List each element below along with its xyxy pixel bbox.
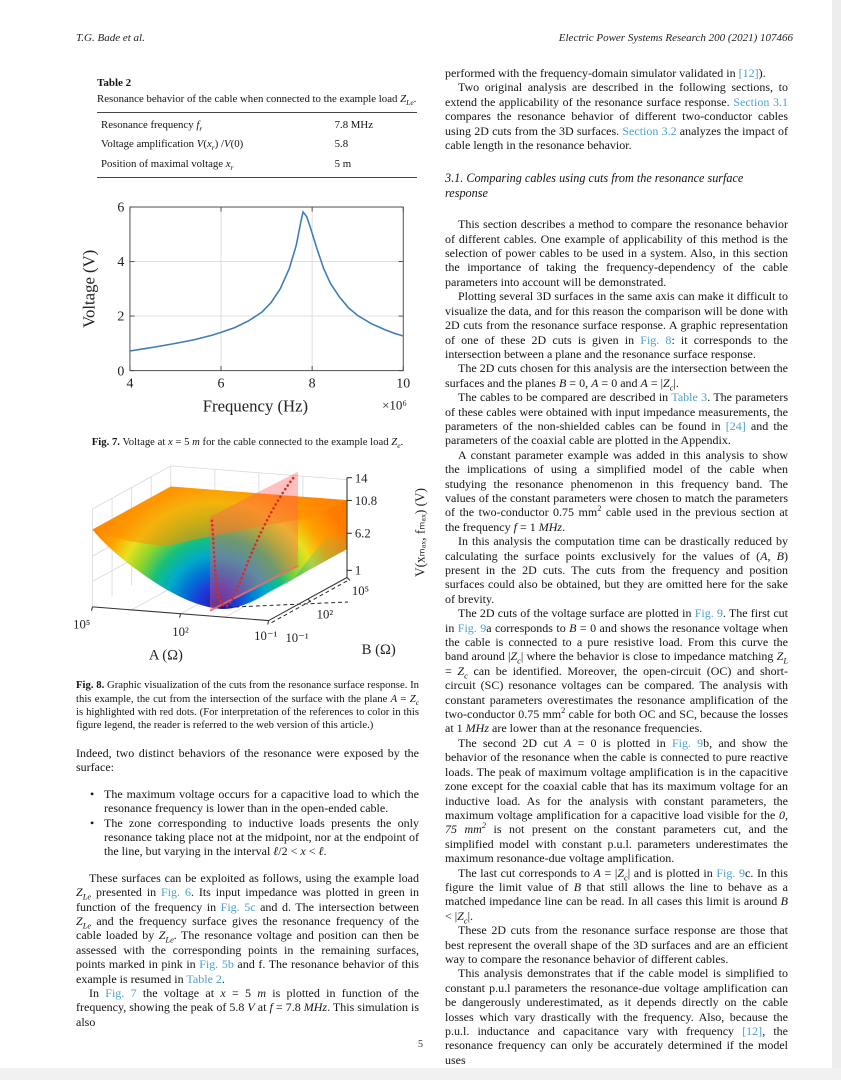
row-value: 5 m	[334, 157, 352, 170]
page-edge-bottom	[0, 1068, 841, 1080]
citation-link[interactable]: Fig. 5b	[199, 957, 234, 972]
citation-link[interactable]: Table 2	[186, 971, 222, 986]
paragraph: Plotting several 3D surfaces in the same axis can make it difficult to visualize the data, and for this reason the comparison will be done with 2D cuts from the resonance surface response. A graphic representation of one of these 2D cuts is given in Fig. 8: it corresponds to the intersection between a plane and the resonance surface response.	[445, 289, 788, 361]
paragraph: In Fig. 7 the voltage at x = 5 m is plotted in function of the frequency, showing the peak of 5.8 V at f = 7.8 MHz. This simulation is also	[76, 985, 419, 1029]
figure-7	[76, 194, 419, 449]
citation-link[interactable]: [24]	[725, 418, 746, 433]
running-header	[76, 32, 793, 44]
table2-label: Table 2	[97, 77, 132, 89]
right-column	[445, 66, 788, 1067]
paragraph: The 2D cuts of the voltage surface are plotted in Fig. 9. The first cut in Fig. 9a corresponds to B = 0 and shows the resonance voltage when the cable is connected to a pure resistive load. From this curve the band around $|Z_c|$ where the behavior is close to impedance matching $Z_L = Z_c$ can be identified. Moreover, the open-circuit (OC) and short-circuit (SC) resonance voltages can be compared. The analysis with constant parameters overestimates the resonance amplification of the two-conductor 0.75 $mm^2$ cable for both OC and SC, because the losses at 1 MHz are lower than at the resonance frequencies.	[445, 606, 788, 736]
y-tick-label: 0	[117, 364, 125, 380]
table-row	[97, 113, 417, 135]
figure-8	[68, 462, 428, 733]
x-tick-label: 4	[126, 376, 134, 392]
x-tick-label: 6	[217, 376, 225, 392]
paragraph: These 2D cuts from the resonance surface response are those that best represent the overall shape of the 3D surfaces and are an efficient way to compare the resonance behavior of different cables.	[445, 923, 788, 966]
row-label: Voltage amplification $V(x_r)$ /V(0)	[101, 138, 244, 153]
x-axis-multiplier: ×10⁶	[382, 397, 407, 413]
page-edge-right	[832, 0, 841, 1080]
paragraph: The last cut corresponds to $A = |Z_c|$ and is plotted in Fig. 9c. In this figure the limit value of B that still allows the line to behave as a matched impedance line can be read. In all cases this limit is around $B < |Z_c|$.	[445, 865, 788, 926]
x-axis-label: Frequency (Hz)	[202, 396, 309, 416]
y-axis-label: Voltage (V)	[79, 249, 99, 329]
a-tick-label: 10⁵	[73, 617, 91, 632]
table-row	[97, 135, 417, 154]
citation-link[interactable]: Fig. 6	[161, 885, 191, 900]
voltage-curve	[130, 212, 403, 351]
row-value: 7.8 MHz	[334, 119, 373, 131]
z-tick-label: 10.8	[354, 494, 378, 509]
z-tick-label: 6.2	[354, 526, 371, 541]
paragraph: The cables to be compared are described in Table 3. The parameters of these cables were obtained with input impedance measurements, the parameters of the non-shielded cables can be found in [24] and the parameters of the coaxial cable are plotted in the Appendix.	[445, 390, 789, 448]
paragraph: Indeed, two distinct behaviors of the resonance were exposed by the surface:	[76, 745, 419, 775]
b-axis-label: B (Ω)	[361, 642, 396, 659]
row-value: 5.8	[334, 138, 349, 151]
citation-link[interactable]: Section 3.1	[733, 94, 789, 109]
paragraph: Two original analysis are described in the following sections, to extend the applicability of the resonance surface response. Section 3.1 compares the resonance behavior of different two-conductor cables using 2D cuts from the 3D surfaces. Section 3.2 analyzes the impact of cable length in the resonance behavior.	[445, 80, 789, 153]
header-journal: Electric Power Systems Research 200 (2021) 107466	[558, 32, 793, 44]
z-tick-label: 14	[354, 471, 368, 486]
b-tick-label: 10⁻¹	[285, 631, 309, 646]
citation-link[interactable]: Fig. 9	[671, 735, 704, 750]
section-heading-3-1: 3.1. Comparing cables using cuts from the resonance surface response	[445, 171, 744, 200]
y-ticks	[130, 207, 403, 371]
bullet-list	[80, 787, 419, 859]
paragraph: These surfaces can be exploited as follows, using the example load $Z_{Le}$ presented in Fig. 6. Its input impedance was plotted in green in function of the frequency in Fig. 5c and d. The intersection between $Z_{Le}$ and the frequency surface gives the resonance frequency of the cable loaded by $Z_{Le}$. The resonance voltage and position can then be assessed with the corresponding points in the remaining surfaces, points marked in pink in Fig. 5b and f. The resonance behavior of this example is resumed in Table 2.	[76, 870, 420, 986]
paragraph: The 2D cuts chosen for this analysis are the intersection between the surfaces and the planes B = 0, A = 0 and $A = |Z_c|$.	[445, 361, 788, 393]
a-tick-label: 10²	[172, 625, 189, 640]
citation-link[interactable]: [12]	[738, 66, 759, 80]
x-tick-label: 8	[308, 376, 316, 392]
citation-link[interactable]: Fig. 8	[640, 332, 672, 347]
paragraph: performed with the frequency-domain simulator validated in [12]).	[445, 66, 766, 80]
b-tick-label: 10⁵	[351, 584, 370, 599]
page-number: 5	[418, 1039, 423, 1050]
list-item: • The maximum voltage occurs for a capacitive load to which the resonance frequency is lower than in the open-ended cable.	[94, 787, 419, 816]
z-tick-label: 1	[354, 563, 362, 578]
left-column	[73, 66, 428, 1067]
z-axis-label: V(xₘₐₓ, fₘₐₓ) (V)	[412, 488, 428, 578]
fig7-caption: Fig. 7. Voltage at x = 5 m for the cable connected to the example load $Z_e$.	[91, 435, 404, 451]
row-label: Position of maximal voltage $x_r$	[101, 157, 234, 172]
citation-link[interactable]: Table 3	[671, 390, 708, 405]
fig7-line-chart	[76, 194, 420, 428]
citation-link[interactable]: Fig. 5c	[220, 899, 256, 914]
header-authors: T.G. Bade et al.	[76, 32, 145, 44]
y-tick-label: 6	[117, 200, 125, 216]
a-tick-label: 10⁻¹	[254, 629, 278, 644]
b-tick-label: 10²	[316, 607, 334, 622]
citation-link[interactable]: Fig. 7	[105, 985, 137, 1000]
citation-link[interactable]: [12]	[742, 1024, 763, 1038]
paragraph: A constant parameter example was added in this analysis to show the implications of using a simplified model of the cable when studying the resonance phenomenon in this frequency band. The values of the constant parameters were chosen to match the parameters of the two-conductor 0.75 $mm^2$ cable used in the previous section at the frequency f = 1 MHz.	[445, 447, 788, 534]
x-tick-label: 10	[396, 376, 411, 392]
a-axis-label: A (Ω)	[148, 648, 183, 665]
y-tick-label: 4	[117, 255, 125, 271]
paragraph: The second 2D cut A = 0 is plotted in Fig. 9b, and show the behavior of the resonance when the cable is connected to pure reactive loads. The peak of maximum voltage amplification is in the capacitive zone except for the coaxial cable that has its maximum voltage for an inductive load. As for the analysis with constant parameters, the maximum voltage amplification for a capacitive load visible for the 0, 75 $mm^2$ is not present on the constant parameters cut, and the simplified model with constant p.u.l. parameters underestimates the maximum resonance-due voltage amplification.	[445, 735, 789, 866]
table2	[97, 112, 417, 178]
citation-link[interactable]: Fig. 9	[716, 865, 746, 880]
paragraph: This section describes a method to compare the resonance behavior of different cables. One example of applicability of this method is the selection of power cables to be used in a system. Also, in this section the importance of taking the frequency-dependency of the cable parameters into account will be demonstrated.	[445, 217, 788, 289]
citation-link[interactable]: Fig. 9	[457, 620, 487, 635]
row-label: Resonance frequency $f_r$	[101, 119, 203, 134]
list-item: • The zone corresponding to inductive loads presents the only resonance taking place not at the midpoint, nor at the endpoint of the line, but varying in the interval ℓ/2 < x < ℓ.	[94, 816, 419, 859]
table2-block	[97, 76, 417, 178]
citation-link[interactable]: Section 3.2	[622, 123, 677, 138]
table-row	[97, 154, 417, 177]
paragraph: In this analysis the computation time can be drastically reduced by calculating the surface points exclusively for the values of (A, B) present in the 2D cuts. The cuts from the frequency and position surfaces could also be obtained, but they are omitted here for the sake of brevity.	[445, 534, 789, 606]
paragraph: This analysis demonstrates that if the cable model is simplified to constant p.u.l parameters the resonance-due voltage amplification can be dangerously underestimated, as it depends directly on the cable losses which vary drastically with the frequency. Also, because the p.u.l. inductance and capacitance vary with frequency [12], the resonance frequency can only be accurately determined if the model uses	[445, 966, 788, 1067]
citation-link[interactable]: Fig. 9	[694, 606, 723, 621]
fig8-caption: Fig. 8. Graphic visualization of the cuts from the resonance surface response. In this example, the cut from the intersection of the surface with the plane $A = Z_c$ is highlighted with red dots. (For interpretation of the references to color in this figure legend, the reader is referred to the web version of this article.)	[76, 679, 420, 732]
x-ticks	[130, 207, 403, 371]
y-tick-label: 2	[117, 309, 125, 325]
fig8-surface-plot	[68, 462, 440, 670]
table2-caption: Resonance behavior of the cable when connected to the example load $Z_{Le}$.	[97, 93, 417, 108]
